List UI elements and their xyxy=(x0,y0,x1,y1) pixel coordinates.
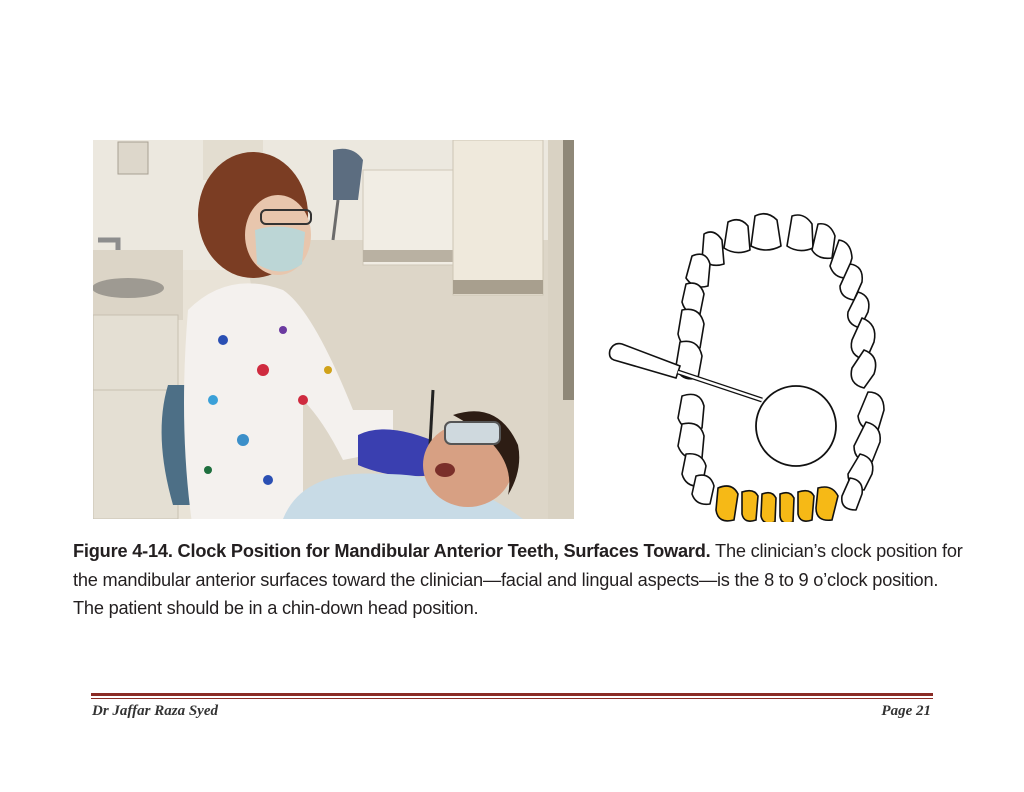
upper-incisor xyxy=(751,214,781,250)
footer-page-number: Page 21 xyxy=(881,703,931,719)
footer-rule-thin xyxy=(91,698,933,699)
figure-label: Figure 4-14. xyxy=(73,541,173,561)
upper-incisor xyxy=(787,215,813,251)
highlighted-anterior-teeth xyxy=(716,486,838,522)
figure-title: Clock Position for Mandibular Anterior Teeth, Surfaces Toward. xyxy=(177,541,711,561)
footer-rule xyxy=(91,693,933,696)
figure-text: The clinician’s clock position for the mandibular anterior surfaces toward the clinician—facial and lingual aspects—is the 8 to 9 o’clock position. The patient should be in a chin-down head position. xyxy=(73,541,963,618)
clinic-photo xyxy=(93,140,574,519)
figure-caption xyxy=(73,537,973,623)
dental-arch-diagram xyxy=(606,210,916,522)
footer-author: Dr Jaffar Raza Syed xyxy=(92,703,218,719)
mouth-mirror-icon xyxy=(610,344,837,466)
